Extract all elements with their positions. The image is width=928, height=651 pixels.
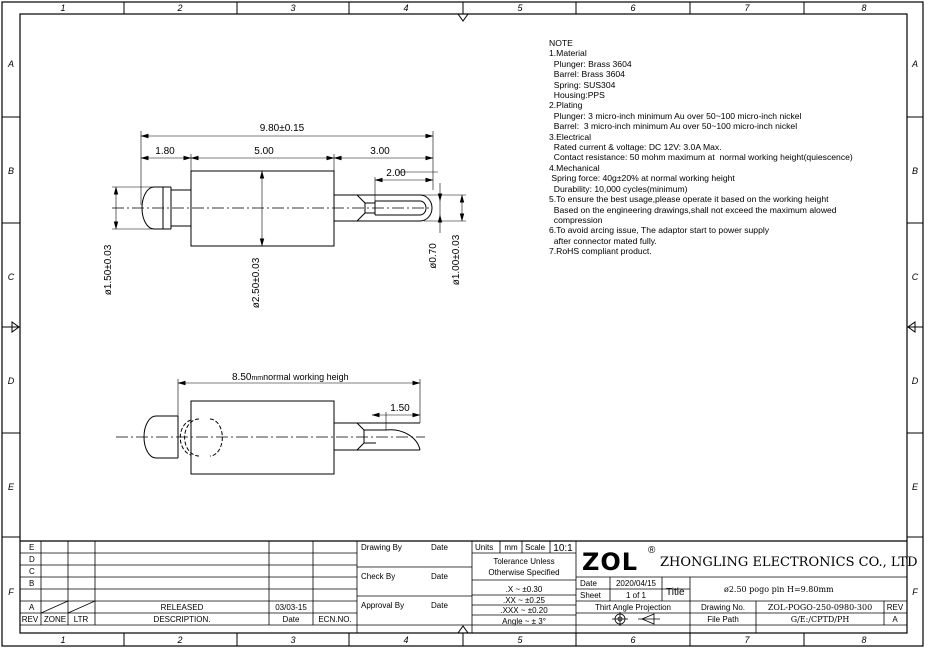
note-line: 6.To avoid arcing issue, The adaptor start to power supply <box>549 225 770 236</box>
row-label-right: A <box>911 59 919 69</box>
col-label-top: 4 <box>403 3 409 13</box>
rev-date: 03/03-15 <box>275 603 307 612</box>
notes-block <box>549 38 919 257</box>
col-label-top: 1 <box>60 3 66 13</box>
rev-row-label: B <box>29 579 35 588</box>
drawing-by-date-label: Date <box>431 543 448 552</box>
row-label-right: E <box>911 482 919 492</box>
note-line: 3.Electrical <box>549 131 592 142</box>
title-label: Title <box>666 587 685 598</box>
check-by-label: Check By <box>361 572 396 581</box>
row-label-left: F <box>8 587 14 597</box>
scale-value: 10:1 <box>553 543 573 554</box>
dim-working-height-note: normal working heigh <box>263 372 349 382</box>
notes-heading: NOTE <box>549 38 573 48</box>
col-label-bottom: 4 <box>403 635 409 645</box>
row-label-left: B <box>7 166 15 176</box>
dim-tail-length: 3.00 <box>370 146 390 157</box>
note-line: 7.RoHS compliant product. <box>549 246 652 257</box>
dim-tail-diameter: ø1.00±0.03 <box>451 234 462 286</box>
row-label-right: B <box>911 166 919 176</box>
rev-header-rev: REV <box>21 615 39 624</box>
tolerance-row: .XX ~ ±0.25 <box>503 596 545 605</box>
note-line: Spring force: 40g±20% at normal working height <box>549 173 735 184</box>
col-label-bottom: 7 <box>744 635 750 645</box>
row-label-right: C <box>911 272 919 282</box>
file-path-value: G/E:/CPTD/PH <box>790 615 850 624</box>
note-line: Spring: SUS304 <box>549 79 616 90</box>
notes-list <box>549 48 919 256</box>
units-label: Units <box>475 543 494 552</box>
drawing-no-value: ZOL-POGO-250-0980-300 <box>767 603 873 612</box>
col-label-bottom: 3 <box>290 635 296 645</box>
rev-row-label: C <box>29 567 35 576</box>
col-label-top: 6 <box>630 3 636 13</box>
dim-working-height <box>232 372 349 383</box>
tolerance-row: .X ~ ±0.30 <box>505 585 543 594</box>
note-line: Plunger: 3 micro-inch minimum Au over 50~100 micro-inch nickel <box>549 110 802 121</box>
company-name: ZHONGLING ELECTRONICS CO., LTD <box>660 555 918 570</box>
col-label-top: 5 <box>517 3 523 13</box>
registered-mark: ® <box>648 545 656 556</box>
tolerance-title-1: Tolerance Unless <box>493 557 555 566</box>
company-logo <box>582 545 656 576</box>
center-mark-top <box>458 14 468 21</box>
note-line: Durability: 10,000 cycles(minimum) <box>549 183 688 194</box>
units-value: mm <box>504 543 518 552</box>
row-label-left: D <box>7 376 15 386</box>
note-line: compression <box>549 214 603 225</box>
dim-tip-diameter: ø1.50±0.03 <box>103 244 114 296</box>
row-label-left: A <box>7 59 15 69</box>
rev-header-description: DESCRIPTION. <box>153 615 211 624</box>
note-line: Based on the engineering drawings,shall not exceed the maximum alowed <box>549 204 837 215</box>
note-line: Contact resistance: 50 mohm maximum at normal working height(quiescence) <box>549 152 853 163</box>
note-line: 5.To ensure the best usage,please operate it based on the working height <box>549 194 829 205</box>
drawing-no-label: Drawing No. <box>700 603 746 612</box>
file-path-label: File Path <box>707 615 739 624</box>
dim-barrel-length: 5.00 <box>254 146 274 157</box>
note-line: 2.Plating <box>549 100 583 111</box>
note-line: Barrel: Brass 3604 <box>549 69 625 80</box>
col-label-bottom: 8 <box>861 635 867 645</box>
col-label-top: 3 <box>290 3 296 13</box>
col-label-bottom: 5 <box>517 635 523 645</box>
note-line: after connector mated fully. <box>549 235 657 246</box>
dim-working-height-unit: mm <box>251 375 264 382</box>
rev-value: A <box>892 615 898 624</box>
logo-text: ZOL <box>582 548 639 576</box>
note-line: 4.Mechanical <box>549 162 600 173</box>
note-line: Rated current & voltage: DC 12V: 3.0A Max. <box>549 142 722 153</box>
rev-description: RELEASED <box>160 603 204 612</box>
rev-header-date: Date <box>282 615 300 624</box>
scale-label: Scale <box>525 543 546 552</box>
col-label-bottom: 1 <box>60 635 66 645</box>
dim-compressed-slot: 1.50 <box>390 403 410 414</box>
rev-row-label: A <box>29 603 35 612</box>
note-line: Plunger: Brass 3604 <box>549 58 632 69</box>
date-label: Date <box>580 579 597 588</box>
note-line: Barrel: 3 micro-inch minimum Au over 50~100 micro-inch nickel <box>549 121 798 132</box>
center-mark-bottom <box>458 626 468 633</box>
approval-by-date-label: Date <box>431 601 448 610</box>
sheet-label: Sheet <box>580 591 601 600</box>
check-by-date-label: Date <box>431 572 448 581</box>
pin-compressed-view <box>116 379 425 474</box>
col-label-top: 8 <box>861 3 867 13</box>
projection-label: Thirt Angle Projection <box>594 603 672 612</box>
drawing-by-label: Drawing By <box>361 543 402 552</box>
rev-label: REV <box>886 603 904 612</box>
col-label-top: 7 <box>744 3 750 13</box>
rev-header-ecn: ECN.NO. <box>318 615 352 624</box>
col-label-bottom: 2 <box>177 635 183 645</box>
dim-working-height-value: 8.50 <box>232 372 252 383</box>
rev-header-ltr: LTR <box>73 615 89 624</box>
tolerance-row: .XXX ~ ±0.20 <box>500 606 548 615</box>
row-label-right: D <box>911 376 919 386</box>
dim-slot-width: ø0.70 <box>428 243 439 269</box>
dim-tip-length: 1.80 <box>155 146 175 157</box>
note-line: Housing:PPS <box>549 90 605 101</box>
col-label-bottom: 6 <box>630 635 636 645</box>
rev-row-label: D <box>29 555 35 564</box>
tolerance-title-2: Otherwise Specified <box>488 568 560 577</box>
col-label-top: 2 <box>177 3 183 13</box>
row-label-left: C <box>7 272 15 282</box>
row-label-left: E <box>7 482 15 492</box>
dim-slot-length: 2.00 <box>386 168 406 179</box>
dim-barrel-diameter: ø2.50±0.03 <box>251 257 262 309</box>
date-value: 2020/04/15 <box>615 579 657 588</box>
approval-by-label: Approval By <box>361 601 405 610</box>
tolerance-row: Angle ~ ± 3° <box>502 617 546 626</box>
projection-symbol-icon <box>612 612 660 626</box>
rev-header-zone: ZONE <box>43 615 67 624</box>
note-line: 1.Material <box>549 48 587 59</box>
rev-row-label: E <box>29 543 35 552</box>
title-value: ø2.50 pogo pin H=9.80mm <box>724 585 834 594</box>
sheet-value: 1 of 1 <box>625 591 647 600</box>
row-label-right: F <box>912 587 918 597</box>
dim-total-length: 9.80±0.15 <box>259 123 305 134</box>
